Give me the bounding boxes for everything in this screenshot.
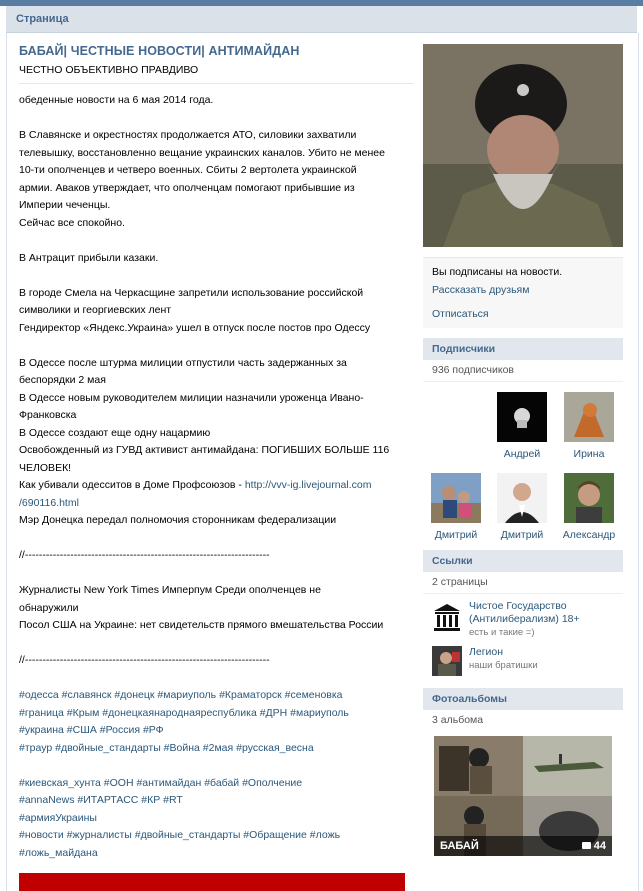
subscriber-item[interactable] [556, 473, 622, 541]
link-desc: наши братишки [469, 660, 538, 671]
subscriber-item[interactable] [423, 473, 489, 541]
subscribers-count[interactable]: 936 подписчиков [423, 360, 623, 382]
group-title: БАБАЙ| ЧЕСТНЫЕ НОВОСТИ| АНТИМАЙДАН [19, 44, 300, 58]
subscriber-avatar [564, 473, 614, 523]
legion-icon [432, 646, 462, 676]
link-title [469, 646, 538, 672]
group-avatar[interactable] [423, 44, 623, 247]
subscriber-item[interactable] [489, 392, 555, 460]
unsubscribe-link[interactable]: Отписаться [432, 308, 489, 320]
post-p5a: В Одессе после штурма милиции отпустили часть задержанных за беспорядки 2 мая В Одессе новым руководителем милиции назначили уроженца Ивано- Франковска В Одессе создают еще одну нацармию Освобожденный из ГУВД активист антимайдана: ПОГИБШИХ БОЛЬШЕ 116 ЧЕЛОВЕК! Как убивали одесситов в Доме Профсоюзов - [19, 356, 390, 491]
main-column [19, 44, 414, 862]
subscriber-item[interactable] [556, 392, 622, 460]
page-header [6, 6, 637, 33]
albums-header[interactable]: Фотоальбомы [423, 688, 623, 710]
link-item[interactable] [423, 644, 623, 686]
post-divider-1: //---------------------------------------------------------------------- [19, 549, 270, 561]
hashtag-block-1[interactable]: #одесса #славянск #донецк #мариуполь #Краматорск #семеновка #граница #Крым #донецкаянароднаяреспублика #ДРН #мариуполь #украина #США #Россия #РФ #траур #двойные_стандарты #Война #2мая #русская_весна [19, 689, 349, 754]
post-p2: В Славянске и окрестностях продолжается АТО, силовики захватили телевышку, восстановленно вещание украинских каналов. Убито не менее 10-ти ополченцев и четверо военных. Сбиты 2 вертолета украинской армии. Аваков утверждает, что ополченцам помогают прибывшие из Империи чеченцы. Сейчас все спокойно. [19, 129, 385, 229]
link-desc: есть и такие =) [469, 627, 535, 638]
link-item[interactable] [423, 594, 623, 644]
subscriber-name: Ирина [573, 448, 605, 460]
link-title [469, 600, 580, 639]
post-p6: Журналисты New York Times Имперпум Среди ополченцев не обнаружили Посол США на Украине: нет свидетельств прямого вмешательства России [19, 584, 384, 631]
post-divider-2: //---------------------------------------------------------------------- [19, 654, 270, 666]
subscription-box [423, 257, 623, 328]
columns-icon [432, 602, 462, 632]
post-text [19, 92, 414, 687]
subscriber-avatar [497, 392, 547, 442]
subscriber-name: Дмитрий [434, 529, 478, 541]
avatar-image [423, 44, 623, 247]
subscriber-name: Дмитрий [500, 529, 544, 541]
album-count-value: 44 [593, 840, 606, 852]
group-status: ЧЕСТНО ОБЪЕКТИВНО ПРАВДИВО [19, 64, 199, 76]
links-header[interactable]: Ссылки [423, 550, 623, 572]
hashtag-block-2[interactable]: #киевская_хунта #ООН #антимайдан #бабай #Ополчение #annaNews #ИТАРТАСС #КР #RT #армияУкраины #новости #журналисты #двойные_стандарты #Обращение #ложь #ложь_майдана [19, 776, 341, 859]
post-p4: В городе Смела на Черкасщине запретили использование российской символики и георгиевских лент Гендиректор «Яндекс.Украина» ушел в отпуск после постов про Одессу [19, 286, 371, 334]
tell-friends-link[interactable]: Рассказать друзьям [432, 284, 530, 296]
album-cover[interactable] [434, 736, 612, 856]
albums-count[interactable]: 3 альбома [432, 714, 484, 726]
post-p1: обеденные новости на 6 мая 2014 года. [19, 94, 214, 106]
red-banner [19, 873, 405, 891]
post-p5b: Мэр Донецка передал полномочия сторонникам федерализации [19, 514, 337, 526]
link-title-text: Чистое Государство (Антилиберализм) 18+ [469, 600, 580, 625]
subscribers-grid [423, 382, 623, 540]
subscriber-avatar [497, 473, 547, 523]
subscriber-name: Александр [562, 529, 616, 541]
header-divider [19, 83, 414, 84]
subscriber-item[interactable] [489, 473, 555, 541]
subscribers-header[interactable]: Подписчики [423, 338, 623, 360]
subscriber-avatar [564, 392, 614, 442]
page-header-title: Страница [16, 13, 69, 25]
album-count [582, 840, 606, 852]
post-p3: В Антрацит прибыли казаки. [19, 251, 159, 264]
links-count[interactable]: 2 страницы [423, 572, 623, 594]
subscriber-avatar [431, 473, 481, 523]
subscriber-name: Андрей [503, 448, 541, 460]
post-link[interactable]: http://vvv-ig.livejournal.com /690116.html [19, 479, 372, 509]
link-title-text: Легион [469, 646, 504, 658]
camera-icon [582, 842, 591, 849]
hashtags [19, 687, 414, 862]
side-column [423, 44, 623, 856]
subscribed-text: Вы подписаны на новости. [432, 266, 563, 278]
album-name: БАБАЙ [440, 840, 479, 852]
